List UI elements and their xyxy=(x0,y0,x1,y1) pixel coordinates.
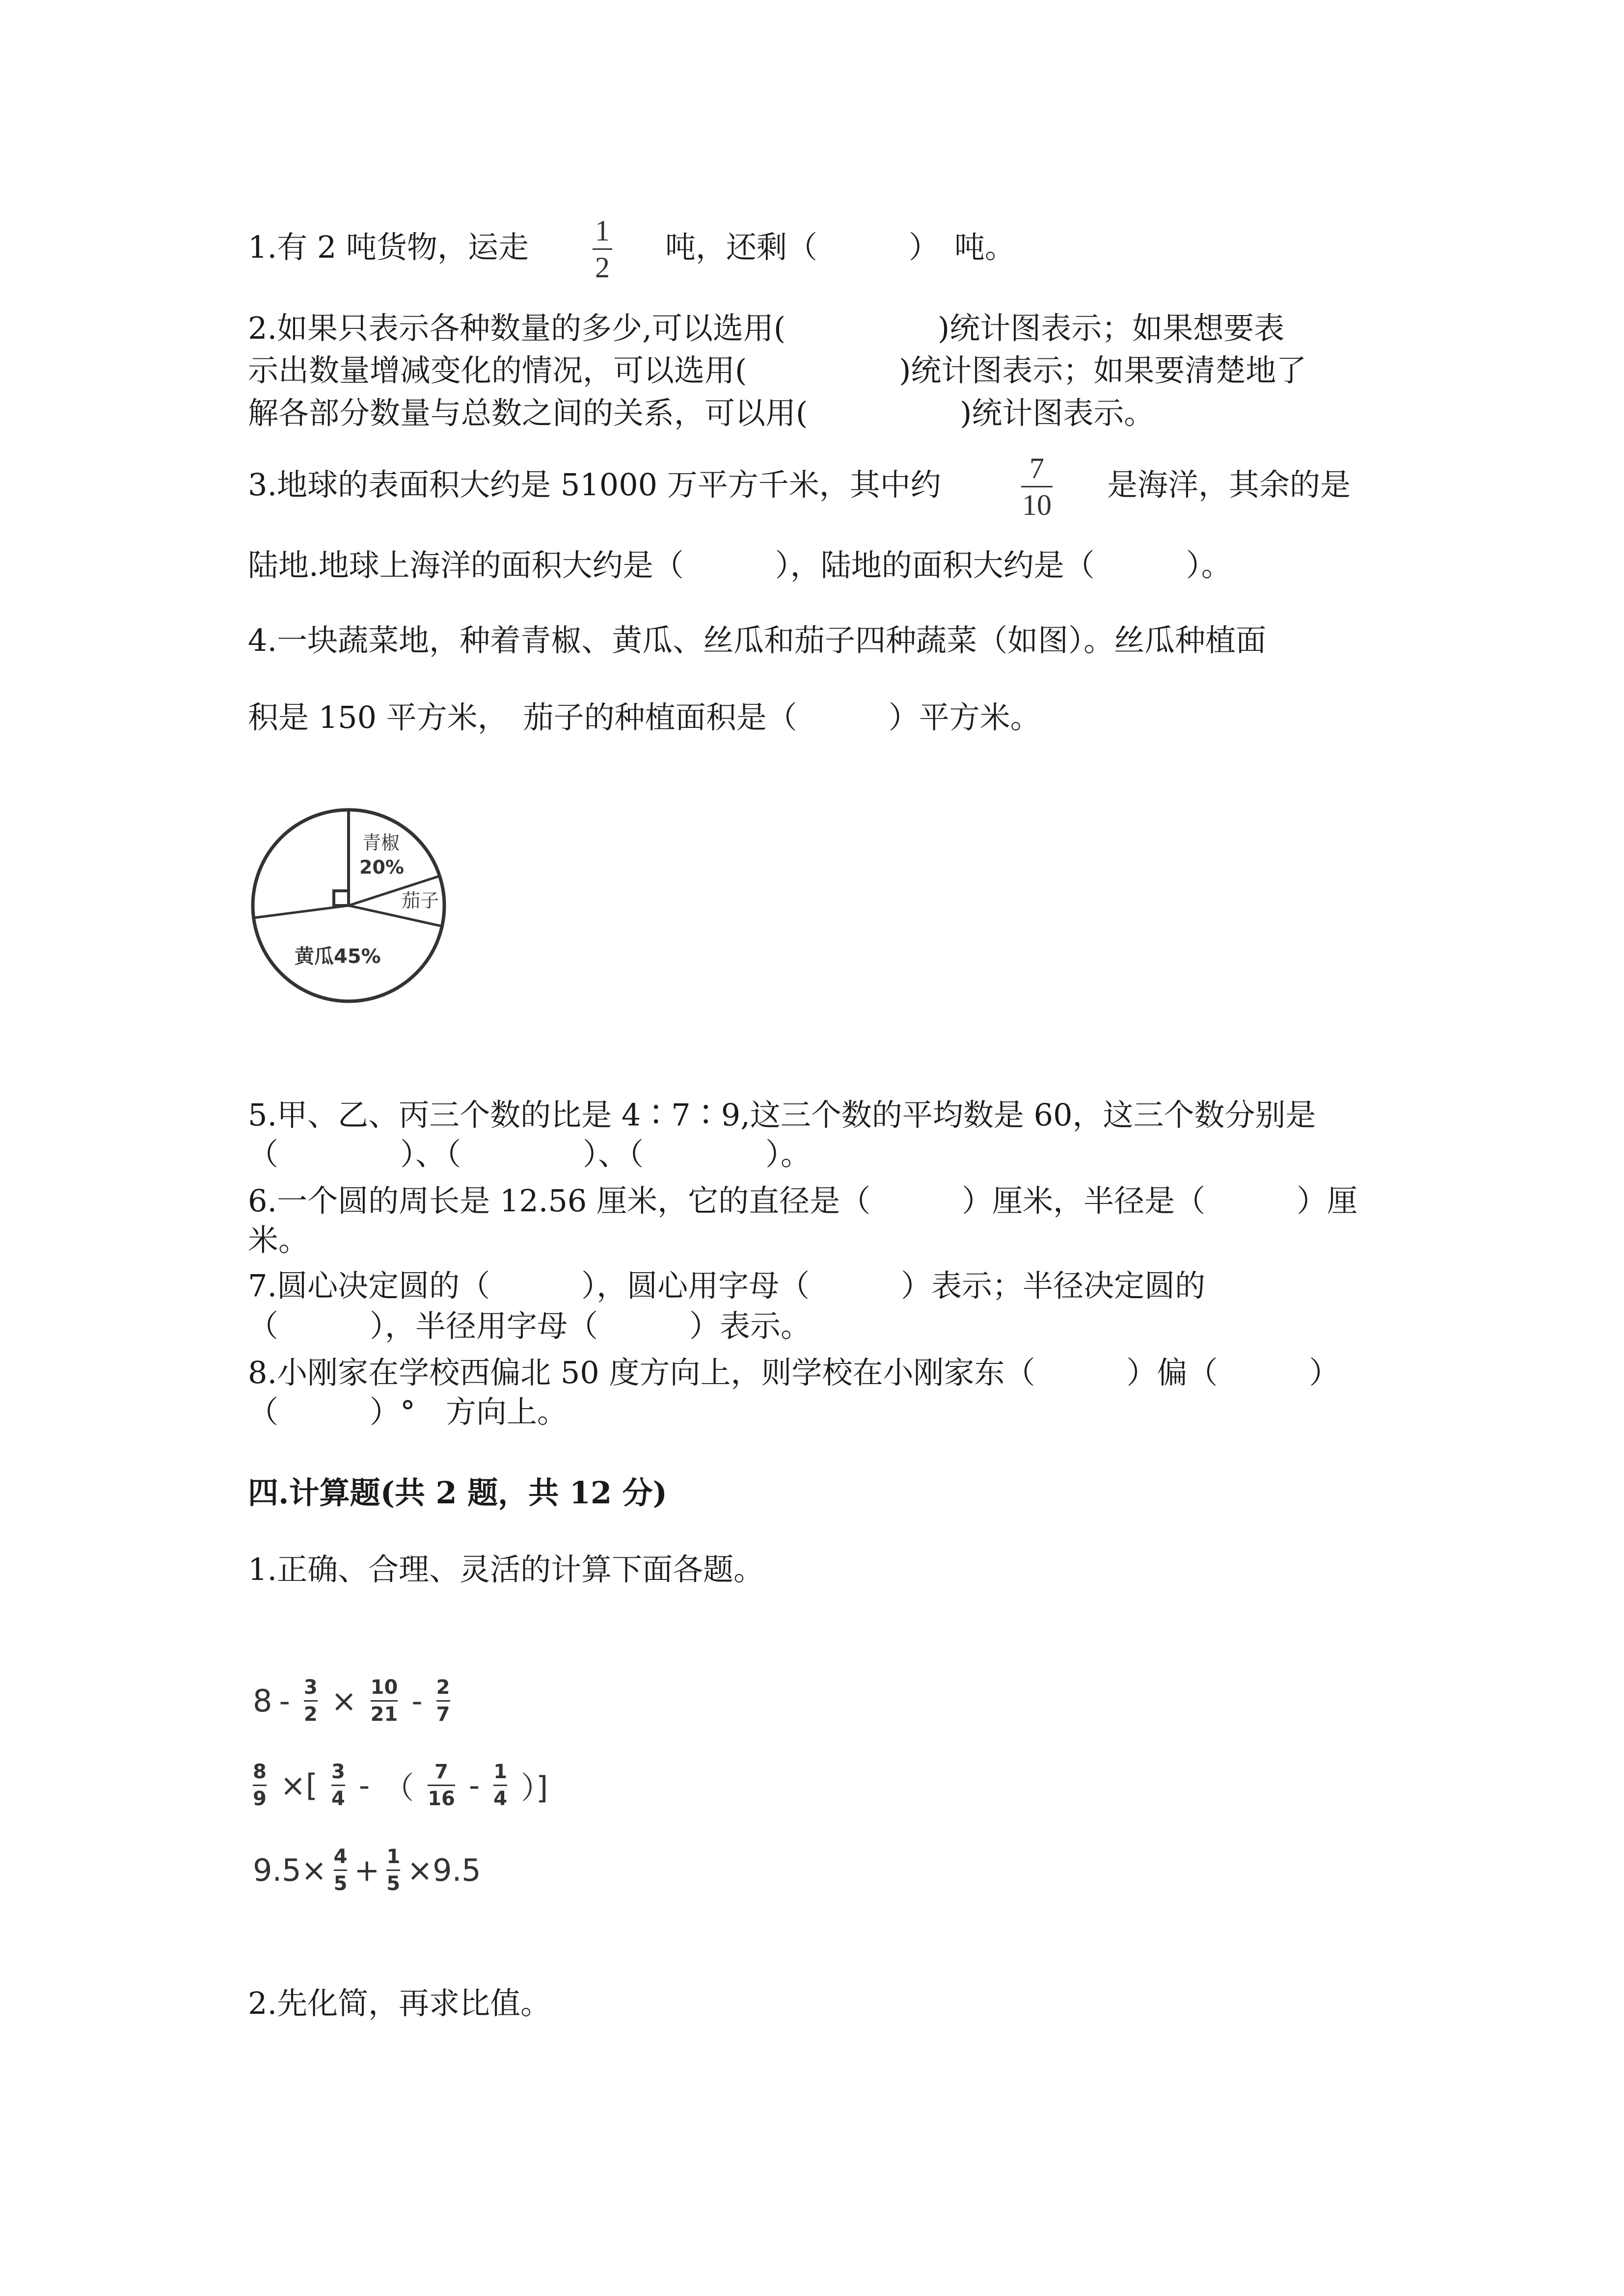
fraction: 1 4 xyxy=(493,1760,508,1810)
right-angle-marker xyxy=(334,891,349,906)
fraction: 3 2 xyxy=(303,1676,318,1726)
pie-label-qiezi: 茄子 xyxy=(402,890,439,911)
question-7-line-1: 7.圆心决定圆的（ ），圆心用字母（ ）表示；半径决定圆的 xyxy=(248,1268,1206,1304)
question-3-text-after: 是海洋，其余的是 xyxy=(1107,467,1351,503)
question-2-line-2: 示出数量增减变化的情况，可以选用( )统计图表示；如果要清楚地了 xyxy=(248,352,1307,388)
vegetable-pie-chart xyxy=(245,805,461,1006)
question-6-line-2: 米。 xyxy=(248,1222,309,1258)
question-2-line-1: 2.如果只表示各种数量的多少,可以选用( )统计图表示；如果想要表 xyxy=(248,310,1285,346)
question-3-text-before: 3.地球的表面积大约是 51000 万平方千米，其中约 xyxy=(248,467,941,503)
pie-label-huanggua: 黄瓜45% xyxy=(295,945,381,968)
section-4-title: 四.计算题(共 2 题，共 12 分) xyxy=(248,1475,668,1511)
pie-label-qingjiao: 青椒 xyxy=(362,832,400,854)
fraction-one-half xyxy=(593,216,612,282)
question-6-line-1: 6.一个圆的周长是 12.56 厘米，它的直径是（ ）厘米，半径是（ ）厘 xyxy=(248,1183,1358,1219)
pie-divider-left xyxy=(254,906,349,918)
question-4-line-1: 4.一块蔬菜地，种着青椒、黄瓜、丝瓜和茄子四种蔬菜（如图）。丝瓜种植面 xyxy=(248,622,1267,658)
pie-label-qingjiao-percent: 20% xyxy=(359,856,404,878)
question-1-text-before: 1.有 2 吨货物，运走 xyxy=(248,229,529,265)
fraction-numerator: 1 xyxy=(595,214,610,247)
expression-3: 9.5× 4 5 + 1 5 ×9.5 xyxy=(253,1845,481,1895)
question-7-line-2: （ ），半径用字母（ ）表示。 xyxy=(248,1308,812,1344)
section-4-question-1: 1.正确、合理、灵活的计算下面各题。 xyxy=(248,1551,764,1587)
fraction: 3 4 xyxy=(331,1760,345,1810)
fraction: 8 9 xyxy=(253,1760,267,1810)
fraction: 10 21 xyxy=(370,1676,398,1726)
question-2-line-3: 解各部分数量与总数之间的关系，可以用( )统计图表示。 xyxy=(248,395,1155,431)
question-1-text-after: 吨，还剩（ ） 吨。 xyxy=(665,229,1016,265)
fraction-numerator: 7 xyxy=(1029,452,1044,484)
fraction: 7 16 xyxy=(428,1760,455,1810)
question-4-line-2: 积是 150 平方米， 茄子的种植面积是（ ）平方米。 xyxy=(248,699,1041,735)
fraction: 2 7 xyxy=(436,1676,450,1726)
fraction: 4 5 xyxy=(333,1845,348,1895)
expression-2: 8 9 ×[ 3 4 - （ 7 16 - 1 4 ）] xyxy=(253,1760,548,1810)
fraction-denominator: 10 xyxy=(1022,489,1052,521)
fraction-seven-tenths xyxy=(1021,454,1053,520)
question-8-line-1: 8.小刚家在学校西偏北 50 度方向上，则学校在小刚家东（ ）偏（ ） xyxy=(248,1355,1340,1390)
question-5-line-1: 5.甲、乙、丙三个数的比是 4∶7∶9,这三个数的平均数是 60，这三个数分别是 xyxy=(248,1097,1316,1133)
question-5-line-2: （ ）、（ ）、（ ）。 xyxy=(248,1136,812,1172)
question-8-line-2: （ ）° 方向上。 xyxy=(248,1394,568,1430)
fraction-denominator: 2 xyxy=(595,251,610,284)
question-3-line-2: 陆地.地球上海洋的面积大约是（ ），陆地的面积大约是（ ）。 xyxy=(248,547,1232,583)
expression-1: 8 - 3 2 × 10 21 - 2 7 xyxy=(253,1676,450,1726)
section-4-question-2: 2.先化简，再求比值。 xyxy=(248,1985,551,2021)
fraction: 1 5 xyxy=(386,1845,401,1895)
